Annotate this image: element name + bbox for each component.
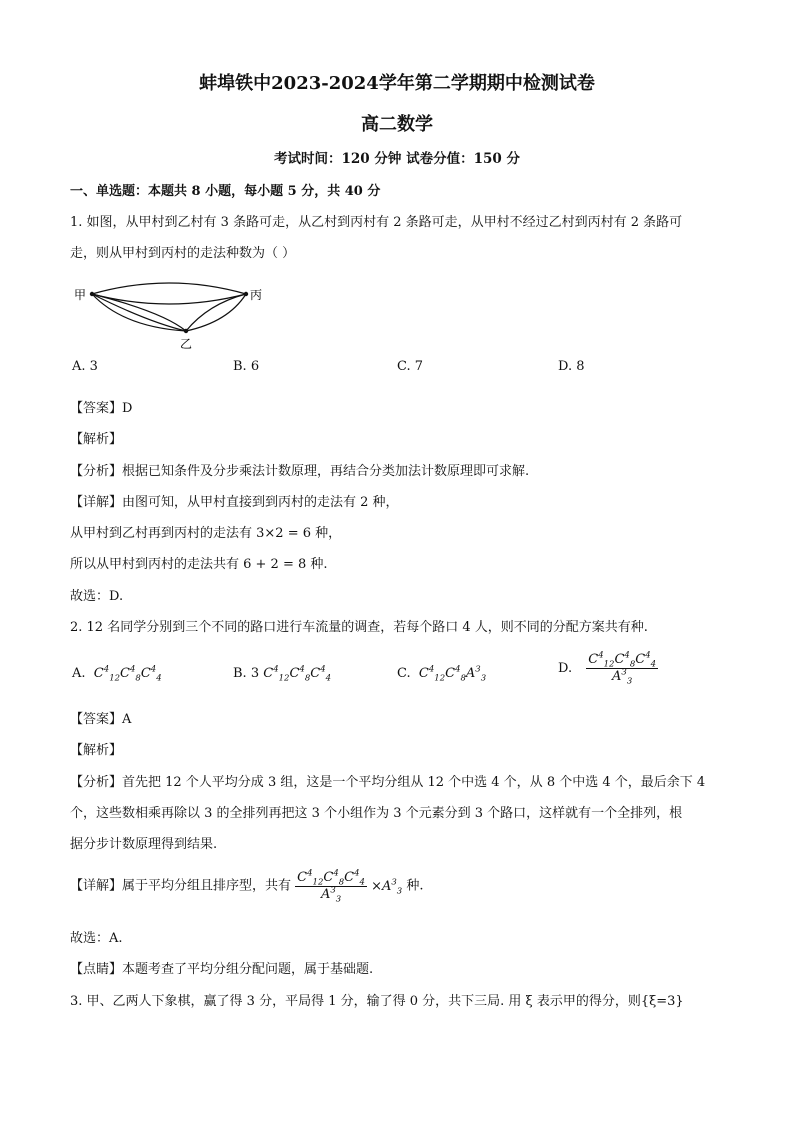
q1-answer: 【答案】D <box>70 401 133 416</box>
q2-option-a-formula: $C^4_{12}C^4_8C^4_4$ <box>89 664 162 684</box>
q2-option-c[interactable] <box>397 664 486 684</box>
node-yi <box>184 329 188 333</box>
node-bing <box>244 292 248 296</box>
q2-option-c-formula: $C^4_{12}C^4_8A^3_3$ <box>414 664 487 684</box>
q1-option-c[interactable]: C. 7 <box>397 359 424 374</box>
q2-option-b[interactable] <box>233 664 331 684</box>
q2-xiangjie <box>70 870 726 910</box>
q1-stem-line2: 走，则从甲村到丙村的走法种数为（ ） <box>70 246 296 261</box>
road-yi-bing-1 <box>186 294 246 331</box>
q1-option-a[interactable]: A. 3 <box>72 359 98 374</box>
q1-step-2: 从甲村到乙村再到丙村的走法有 3×2 = 6 种， <box>70 526 342 541</box>
q2-choose: 故选：A. <box>70 931 123 946</box>
road-jia-yi-1 <box>92 294 186 331</box>
q2-fenxi-line2: 个，这些数相乘再除以 3 的全排列再把这 3 个小组作为 3 个元素分到 3 个路口，这样就有一个全排列，根 <box>70 806 683 821</box>
q2-option-c-label: C. <box>397 666 411 681</box>
q1-fenxi: 【分析】根据已知条件及分步乘法计数原理，再结合分类加法计数原理即可求解. <box>70 464 530 479</box>
q1-option-d[interactable]: D. 8 <box>558 359 585 374</box>
q2-xiangjie-suffix: 种. <box>406 878 424 894</box>
q2-option-a[interactable] <box>72 664 162 684</box>
road-jia-yi-2 <box>92 294 186 331</box>
road-jia-bing-1 <box>92 283 246 294</box>
q2-option-d-formula: $\frac{C^4_{12}C^4_8C^4_4}{A^3_3}$ <box>588 650 657 687</box>
q1-analysis: 【解析】 <box>70 432 123 447</box>
q1-step-3: 所以从甲村到丙村的走法共有 6 + 2 = 8 种. <box>70 557 328 572</box>
q2-option-b-formula: $C^4_{12}C^4_8C^4_4$ <box>263 664 332 684</box>
q2-dianjing: 【点睛】本题考查了平均分组分配问题，属于基础题. <box>70 962 374 977</box>
q1-choose: 故选：D. <box>70 589 124 604</box>
road-yi-bing-2 <box>186 294 246 331</box>
exam-title: 蚌埠铁中2023-2024学年第二学期期中检测试卷 <box>199 73 595 94</box>
q2-option-a-label: A. <box>72 666 86 681</box>
q1-option-b[interactable]: B. 6 <box>233 359 260 374</box>
q2-xiangjie-multiplier: $\times A^3_3$ <box>371 877 403 897</box>
q2-stem: 2. 12 名同学分别到三个不同的路口进行车流量的调查，若每个路口 4 人，则不同的分配方案共有种. <box>70 620 648 635</box>
section-heading: 一、单选题：本题共 8 小题，每小题 5 分，共 40 分 <box>70 184 381 199</box>
q2-answer: 【答案】A <box>70 712 132 727</box>
node-jia <box>90 292 94 296</box>
q2-option-b-label: B. 3 <box>233 666 260 681</box>
exam-subject: 高二数学 <box>361 114 433 135</box>
label-bing: 丙 <box>250 288 263 302</box>
q2-analysis: 【解析】 <box>70 743 123 758</box>
q2-option-d[interactable] <box>558 652 658 685</box>
q1-xiangjie: 【详解】由图可知，从甲村直接到到丙村的走法有 2 种， <box>70 495 399 510</box>
exam-info: 考试时间：120 分钟 试卷分值：150 分 <box>274 151 520 167</box>
q2-xiangjie-prefix: 【详解】属于平均分组且排序型，共有 <box>70 878 292 894</box>
q2-options <box>70 650 726 688</box>
label-jia: 甲 <box>74 288 87 302</box>
q1-options <box>70 357 726 381</box>
q1-road-diagram <box>68 282 278 352</box>
q2-fenxi-line1: 【分析】首先把 12 个人平均分成 3 组，这是一个平均分组从 12 个中选 4 个，从 8 个中选 4 个，最后余下 4 <box>70 775 706 790</box>
q2-fenxi-line3: 据分步计数原理得到结果. <box>70 837 218 852</box>
road-jia-yi-3 <box>92 294 186 331</box>
q2-option-d-label: D. <box>558 661 573 676</box>
q1-stem-line1: 1. 如图，从甲村到乙村有 3 条路可走，从乙村到丙村有 2 条路可走，从甲村不经过乙村到丙村有 2 条路可 <box>70 215 683 230</box>
q2-xiangjie-formula: $\frac{C^4_{12}C^4_8C^4_4}{A^3_3}$ <box>297 868 365 905</box>
label-yi: 乙 <box>180 337 193 351</box>
q3-stem: 3. 甲、乙两人下象棋，赢了得 3 分，平局得 1 分，输了得 0 分，共下三局. 用 ξ 表示甲的得分，则{ξ=3} <box>70 994 684 1009</box>
